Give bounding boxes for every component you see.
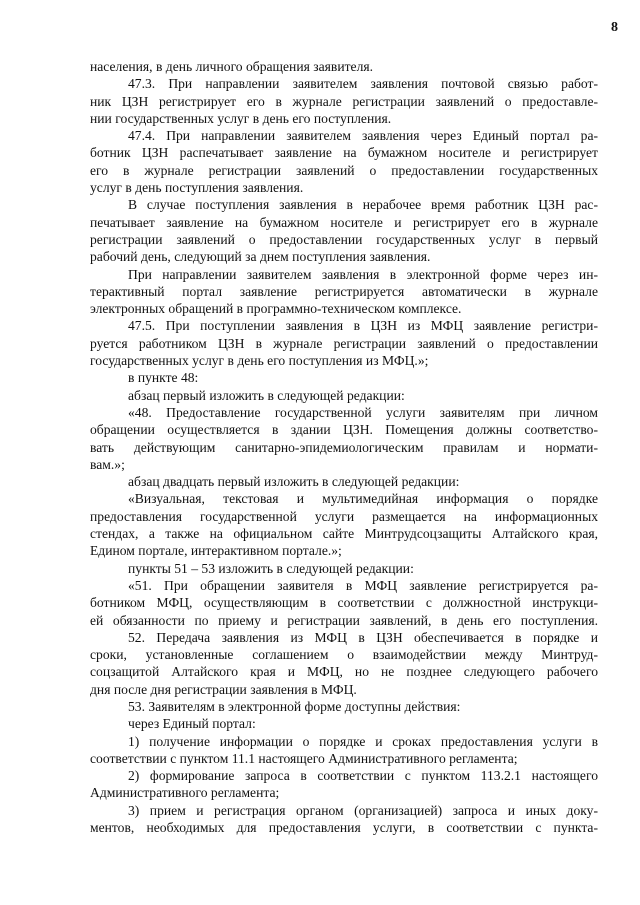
page-number: 8	[611, 20, 618, 35]
text-line: печатывает заявление на бумажном носителе и регистрирует его в журнале	[90, 214, 598, 230]
text-line: в пункте 48:	[128, 370, 199, 386]
text-line: «Визуальная, текстовая и мультимедийная информация о порядке	[128, 491, 598, 507]
text-line: абзац двадцать первый изложить в следующей редакции:	[128, 474, 460, 490]
text-line: электронных обращений в программно-техническом комплексе.	[90, 301, 462, 317]
text-line: 53. Заявителям в электронной форме доступны действия:	[128, 698, 461, 714]
text-line: «51. При обращении заявителя в МФЦ заявление регистрируется ра-	[128, 577, 598, 593]
text-line: 47.3. При направлении заявителем заявления почтовой связью работ-	[128, 76, 598, 92]
text-line: 47.4. При направлении заявителем заявления через Единый портал ра-	[128, 128, 598, 144]
text-line: 47.5. При поступлении заявления в ЦЗН из МФЦ заявление регистри-	[128, 318, 598, 334]
text-line: обращении осуществляется в здании ЦЗН. Помещения должны соответство-	[90, 422, 598, 438]
text-line: государственных услуг в день его поступления из МФЦ.»;	[90, 353, 429, 369]
text-line: вать действующим санитарно-эпидемиологическим правилам и нормати-	[90, 439, 598, 455]
text-line: нии государственных услуг в день его поступления.	[90, 110, 392, 126]
text-line: соответствии с пунктом 11.1 настоящего Административного регламента;	[90, 750, 518, 766]
text-line: регистрации заявлений о предоставлении государственных услуг в первый	[90, 231, 598, 247]
text-line: 2) формирование запроса в соответствии с пунктом 113.2.1 настоящего	[128, 768, 598, 784]
text-line: В случае поступления заявления в нерабочее время работник ЦЗН рас-	[128, 197, 598, 213]
text-line: руется работником ЦЗН в журнале регистрации заявлений о предоставлении	[90, 335, 598, 351]
text-line: При направлении заявителем заявления в электронной форме через ин-	[128, 266, 598, 282]
text-line: сроки, установленные соглашением о взаимодействии между Минтруд-	[90, 647, 598, 663]
text-line: населения, в день личного обращения заявителя.	[90, 59, 373, 74]
text-line: его в журнале регистрации заявлений о предоставлении государственных	[90, 162, 598, 178]
text-line: ботник ЦЗН распечатывает заявление на бумажном носителе и регистрирует	[90, 145, 598, 161]
text-line: Едином портале, интерактивном портале.»;	[90, 543, 342, 559]
text-line: дня после дня регистрации заявления в МФЦ.	[90, 681, 357, 697]
text-line: ник ЦЗН регистрирует его в журнале регистрации заявлений о предоставле-	[90, 93, 598, 109]
text-line: пункты 51 – 53 изложить в следующей редакции:	[128, 560, 414, 576]
text-line: ботником МФЦ, осуществляющим в соответствии с должностной инструкци-	[90, 595, 598, 611]
text-line: 1) получение информации о порядке и сроках предоставления услуги в	[128, 733, 598, 749]
text-line: услуг в день поступления заявления.	[90, 180, 304, 196]
text-line: рабочий день, следующий за днем поступления заявления.	[90, 249, 431, 265]
text-line: соцзащитой Алтайского края и МФЦ, но не позднее следующего рабочего	[90, 664, 598, 680]
text-line: стендах, а также на официальном сайте Минтрудсоцзащиты Алтайского края,	[90, 526, 598, 542]
text-line: через Единый портал:	[128, 716, 256, 732]
text-line: ментов, необходимых для предоставления услуги, в соответствии с пункта-	[90, 820, 598, 836]
text-line: терактивный портал заявление регистрируется автоматически в журнале	[90, 283, 598, 299]
text-line: ей обязанности по приему и регистрации заявлений, в день его поступления.	[90, 612, 598, 628]
document-body	[90, 58, 598, 836]
text-line: абзац первый изложить в следующей редакции:	[128, 387, 405, 403]
text-line: «48. Предоставление государственной услуги заявителям при личном	[128, 404, 598, 420]
text-line: Административного регламента;	[90, 785, 280, 801]
text-line: 3) прием и регистрация органом (организацией) запроса и иных доку-	[128, 802, 598, 818]
text-line: 52. Передача заявления из МФЦ в ЦЗН обеспечивается в порядке и	[128, 629, 598, 645]
text-line: вам.»;	[90, 456, 125, 472]
text-line: предоставления государственной услуги размещается на информационных	[90, 508, 598, 524]
